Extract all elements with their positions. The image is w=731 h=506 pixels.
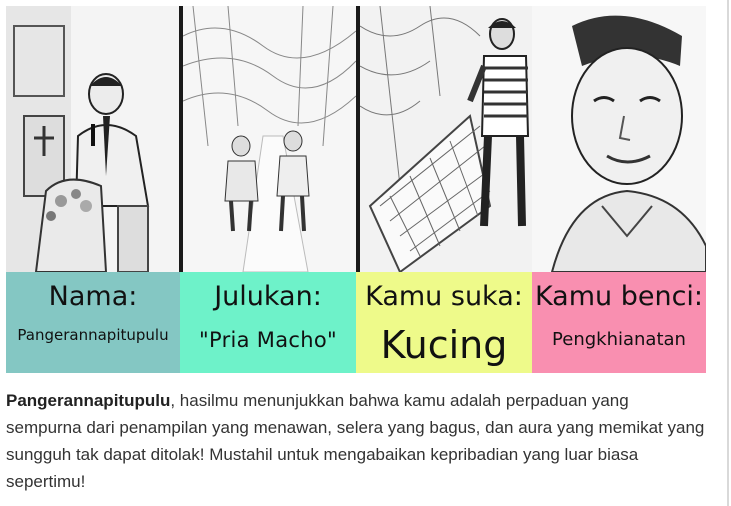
dislikes-value: Pengkhianatan <box>552 329 686 350</box>
dislikes-heading: Kamu benci: <box>534 281 704 312</box>
result-card <box>6 6 706 373</box>
name-heading: Nama: <box>48 281 138 312</box>
result-description <box>6 387 706 495</box>
name-cell <box>6 272 180 373</box>
two-people-in-orchard-photo <box>183 6 356 272</box>
right-border <box>727 0 729 506</box>
info-labels-row <box>6 272 706 373</box>
dislikes-cell <box>532 272 706 373</box>
man-by-fence-photo <box>360 6 532 272</box>
likes-heading: Kamu suka: <box>365 281 523 312</box>
result-name: Pangerannapitupulu <box>6 391 171 410</box>
nickname-cell <box>180 272 356 373</box>
nickname-value: "Pria Macho" <box>199 328 337 352</box>
result-text: , hasilmu menunjukkan bahwa kamu adalah perpaduan yang sempurna dari penampilan yang menawan, selera yang bagus, dan aura yang memikat yang sungguh tak dapat ditolak! Mustahil untuk mengabaikan kepribadian yang luar biasa sepertimu! <box>6 391 705 491</box>
likes-cell <box>356 272 532 373</box>
closeup-portrait-photo <box>532 6 706 272</box>
speaker-at-podium-photo <box>6 6 179 272</box>
name-value: Pangerannapitupulu <box>17 326 169 344</box>
likes-value: Kucing <box>380 323 508 367</box>
nickname-heading: Julukan: <box>214 281 322 312</box>
photo-strip <box>6 6 706 272</box>
